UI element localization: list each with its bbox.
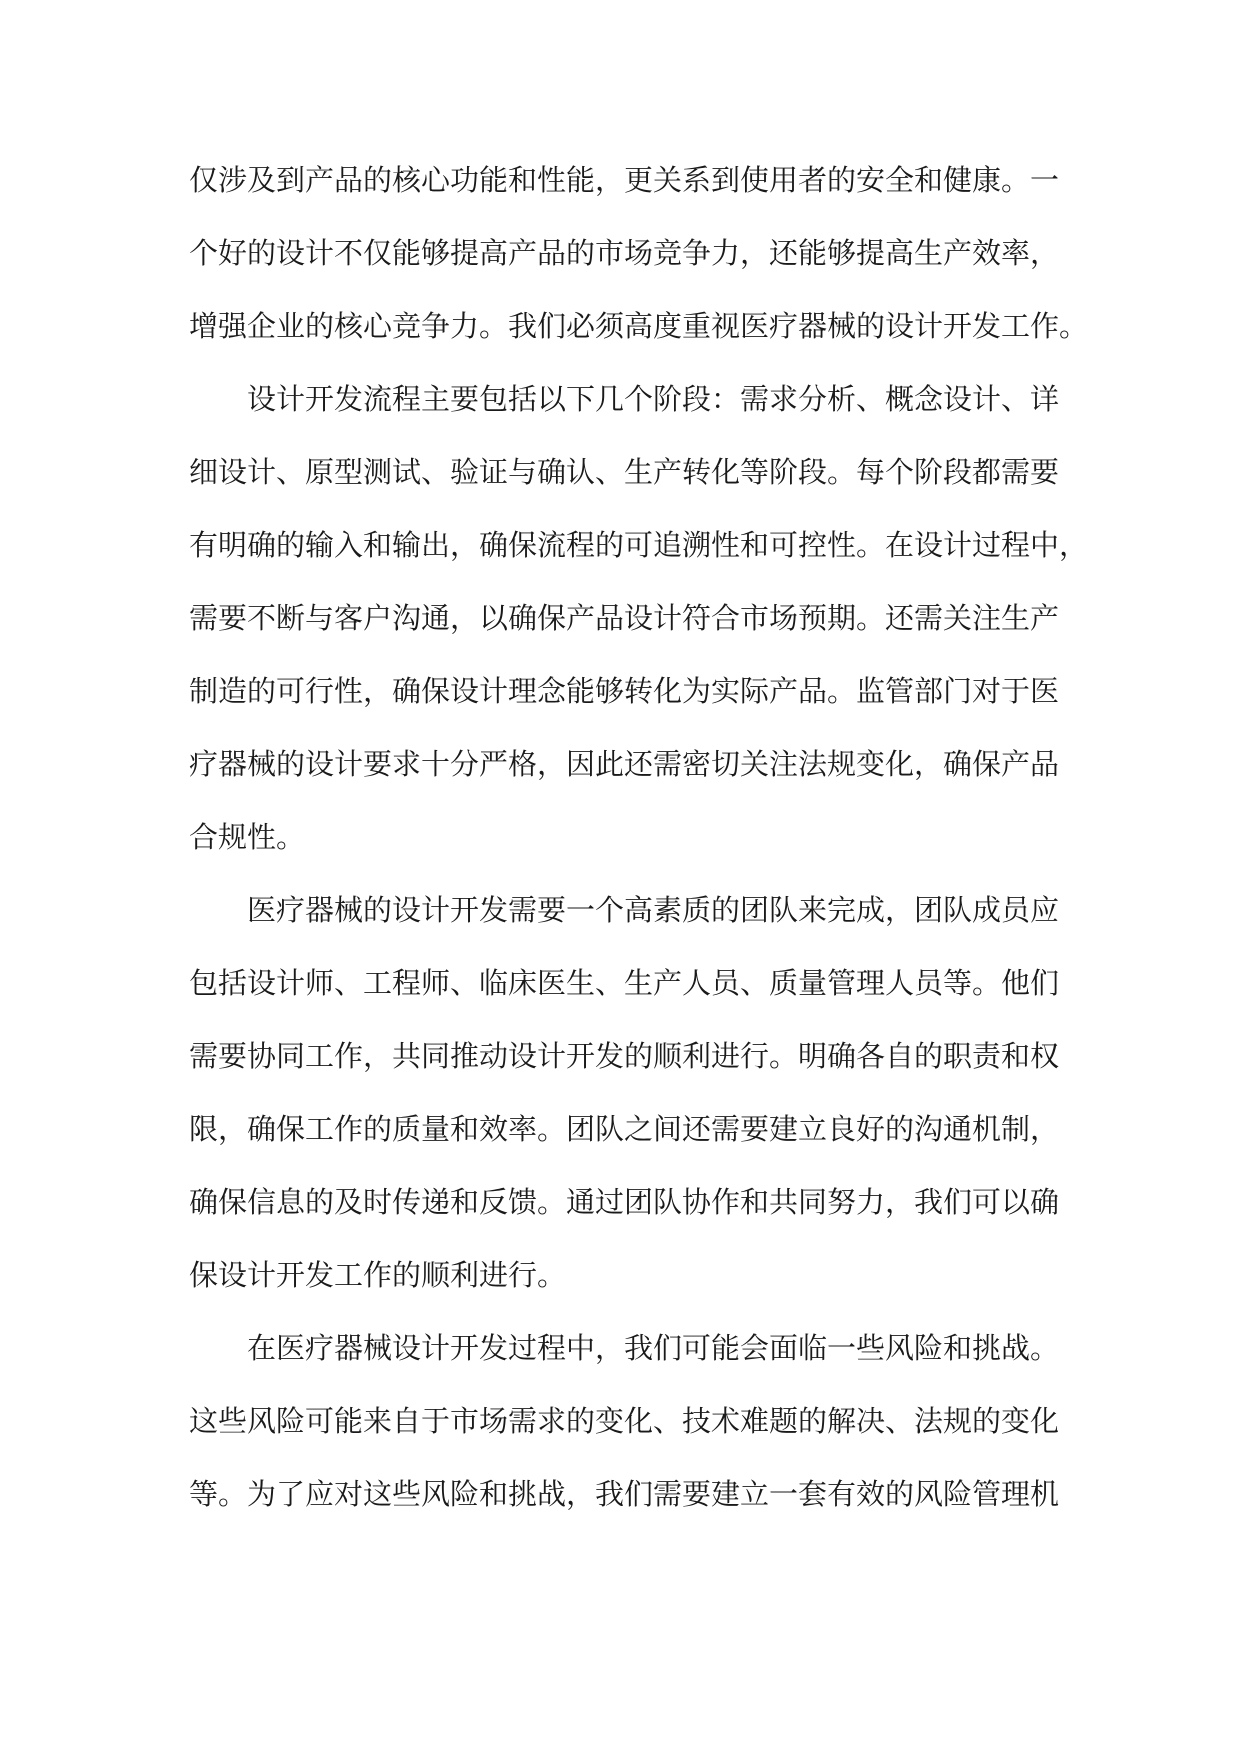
text-line: 仅涉及到产品的核心功能和性能，更关系到使用者的安全和健康。一 xyxy=(189,163,1060,197)
paragraph-1 xyxy=(189,144,1089,363)
text-line: 这些风险可能来自于市场需求的变化、技术难题的解决、法规的变化 xyxy=(189,1404,1060,1438)
text-line: 增强企业的核心竞争力。我们必须高度重视医疗器械的设计开发工作。 xyxy=(189,309,1089,343)
text-line: 限，确保工作的质量和效率。团队之间还需要建立良好的沟通机制， xyxy=(189,1112,1060,1146)
text-line: 需要不断与客户沟通，以确保产品设计符合市场预期。还需关注生产 xyxy=(189,601,1060,635)
body-text xyxy=(189,144,1089,1531)
text-line: 确保信息的及时传递和反馈。通过团队协作和共同努力，我们可以确 xyxy=(189,1185,1060,1219)
text-line: 有明确的输入和输出，确保流程的可追溯性和可控性。在设计过程中， xyxy=(189,528,1089,562)
text-line: 个好的设计不仅能够提高产品的市场竞争力，还能够提高生产效率， xyxy=(189,236,1060,270)
text-line: 医疗器械的设计开发需要一个高素质的团队来完成，团队成员应 xyxy=(247,893,1060,927)
text-line: 细设计、原型测试、验证与确认、生产转化等阶段。每个阶段都需要 xyxy=(189,455,1060,489)
text-line: 疗器械的设计要求十分严格，因此还需密切关注法规变化，确保产品 xyxy=(189,747,1060,781)
text-line: 制造的可行性，确保设计理念能够转化为实际产品。监管部门对于医 xyxy=(189,674,1060,708)
text-line: 等。为了应对这些风险和挑战，我们需要建立一套有效的风险管理机 xyxy=(189,1477,1060,1511)
text-line: 合规性。 xyxy=(189,820,306,854)
text-line: 包括设计师、工程师、临床医生、生产人员、质量管理人员等。他们 xyxy=(189,966,1060,1000)
paragraph-3 xyxy=(189,874,1059,1312)
paragraph-2 xyxy=(189,363,1089,874)
text-line: 在医疗器械设计开发过程中，我们可能会面临一些风险和挑战。 xyxy=(247,1331,1060,1365)
text-line: 设计开发流程主要包括以下几个阶段：需求分析、概念设计、详 xyxy=(247,382,1060,416)
text-line: 需要协同工作，共同推动设计开发的顺利进行。明确各自的职责和权 xyxy=(189,1039,1060,1073)
paragraph-4 xyxy=(189,1312,1059,1531)
text-line: 保设计开发工作的顺利进行。 xyxy=(189,1258,567,1292)
